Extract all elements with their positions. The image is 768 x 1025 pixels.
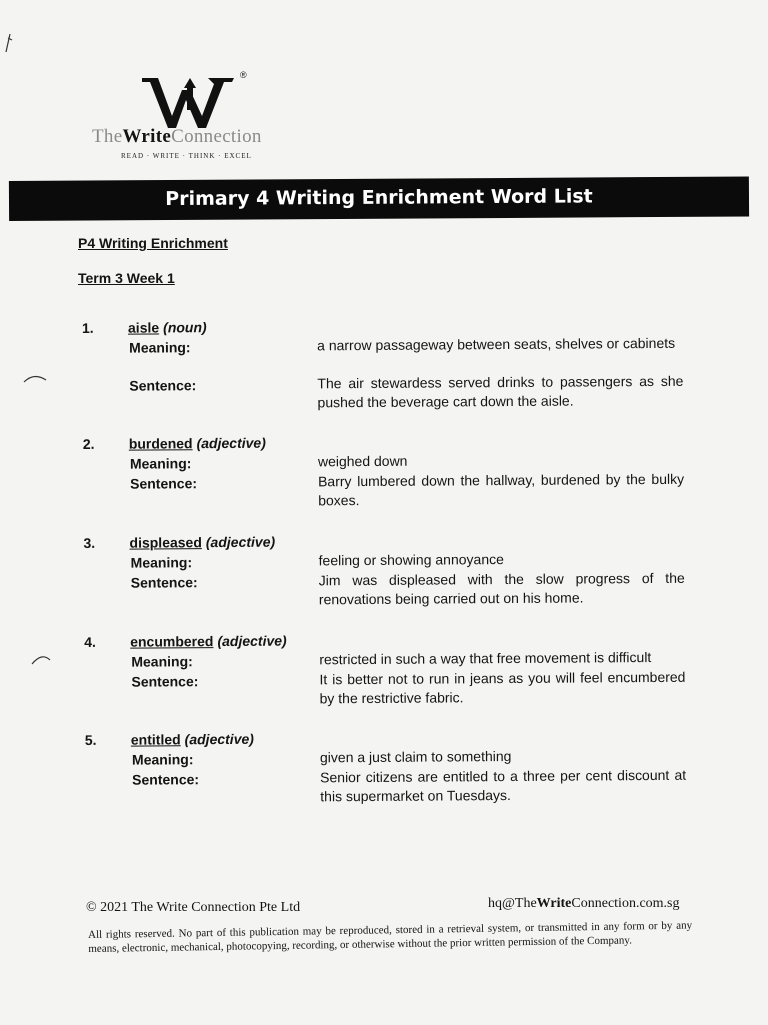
brand-prefix: The (92, 126, 123, 147)
entry-number: 1. (81, 319, 94, 336)
entry-meaning: restricted in such a way that free movement is difficult (319, 649, 652, 668)
entry-number: 2. (82, 435, 95, 452)
sentence-label: Sentence: (132, 771, 200, 788)
list-item (1, 431, 768, 509)
list-item (1, 530, 768, 608)
list-item (2, 629, 768, 707)
entry-sentence: Barry lumbered down the hallway, burdened by the bulky boxes. (318, 470, 685, 509)
email-bold: Write (536, 896, 572, 911)
entry-sentence: The air stewardess served drinks to passengers as she pushed the beverage cart down the aisle. (317, 372, 684, 411)
entry-word-line (130, 633, 287, 650)
entry-word: encumbered (130, 633, 214, 650)
entry-word: burdened (128, 435, 193, 452)
entry-number: 4. (84, 633, 96, 650)
meaning-label: Meaning: (131, 751, 194, 768)
entry-number: 5. (84, 731, 97, 748)
entry-word-line (129, 534, 275, 551)
meaning-label: Meaning: (129, 339, 191, 356)
entry-word-line (128, 319, 207, 336)
tagline: READ · WRITE · THINK · EXCEL (121, 152, 252, 160)
sentence-label: Sentence: (130, 574, 198, 591)
entry-word: aisle (127, 319, 160, 336)
entry-sentence: Jim was displeased with the slow progress of the renovations being carried out on his home. (318, 569, 685, 608)
page-title: Primary 4 Writing Enrichment Word List (165, 185, 593, 211)
sentence-label: Sentence: (129, 377, 197, 394)
email-suffix: Connection.com.sg (571, 896, 680, 911)
meaning-label: Meaning: (131, 653, 193, 670)
entry-pos: (adjective) (184, 730, 254, 748)
entry-sentence: Senior citizens are entitled to a three per cent discount at this supermarket on Tuesdays. (320, 766, 687, 805)
list-item (3, 727, 768, 805)
section-heading: P4 Writing Enrichment (78, 235, 228, 251)
entry-word-line (129, 435, 266, 452)
entry-sentence: It is better not to run in jeans as you will feel encumbered by the restrictive fabric. (319, 668, 686, 707)
list-item (0, 315, 768, 411)
meaning-label: Meaning: (129, 455, 192, 472)
rights-notice: All rights reserved. No part of this publication may be reproduced, stored in a retrieval system, or transmitted in any form or by any means, electronic, mechanical, photocopying, recording, or otherwise without the prior written permission of the Company. (88, 919, 693, 955)
sentence-label: Sentence: (131, 673, 199, 690)
entry-meaning: feeling or showing annoyance (318, 551, 504, 569)
brand-suffix: Connection (171, 126, 262, 147)
contact-email[interactable] (488, 896, 680, 912)
entry-word: displeased (129, 534, 202, 551)
copyright-notice: © 2021 The Write Connection Pte Ltd (86, 900, 301, 915)
entry-pos: (noun) (163, 319, 207, 336)
entry-word-line (131, 731, 254, 748)
entry-meaning: a narrow passageway between seats, shelves or cabinets (317, 334, 676, 354)
meaning-label: Meaning: (130, 554, 193, 571)
entry-meaning: given a just claim to something (319, 747, 512, 766)
term-heading: Term 3 Week 1 (78, 270, 175, 286)
registered-mark: ® (240, 70, 247, 80)
entry-meaning: weighed down (317, 452, 408, 470)
entry-pos: (adjective) (217, 632, 287, 650)
entry-number: 3. (83, 534, 96, 551)
entry-pos: (adjective) (196, 434, 266, 452)
entry-pos: (adjective) (205, 533, 276, 551)
brand-bold: Write (122, 126, 172, 147)
email-prefix: hq@The (488, 896, 537, 911)
entry-word: entitled (130, 731, 181, 748)
sentence-label: Sentence: (130, 475, 198, 492)
